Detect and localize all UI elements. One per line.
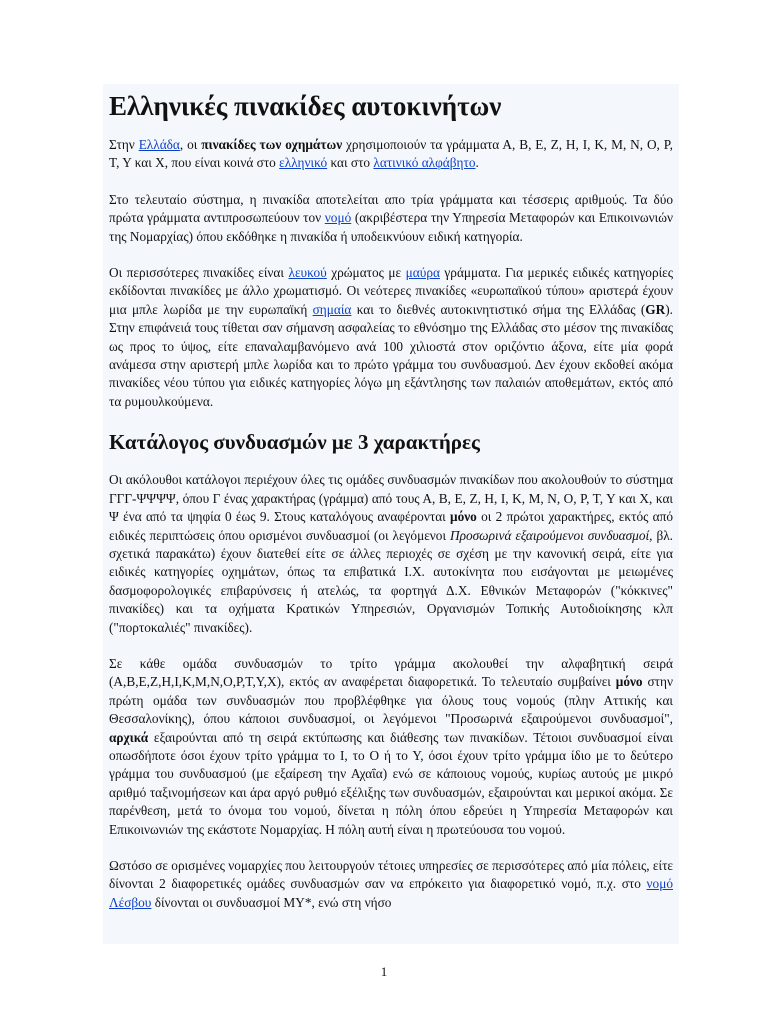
text: Οι ακόλουθοι κατάλογοι περιέχουν όλες τις ομάδες συνδυασμών πινακίδων που ακολουθούν το σύστημα ΓΓΓ-ΨΨΨΨ, όπου Γ ένας χαρακτήρας (γράμμα) από τους Α, Β, Ε, Ζ, Η, Ι, Κ, Μ, Ν, Ο, Ρ, Τ, Υ και Χ, και Ψ ένα από τα ψηφία 0 έως 9. Στους καταλόγους αναφέρονται — [109, 472, 673, 525]
page-title: Ελληνικές πινακίδες αυτοκινήτων — [109, 91, 502, 121]
link-flag[interactable]: σημαία — [312, 301, 352, 317]
link-greek[interactable]: ελληνικό — [279, 155, 328, 171]
text: Στην — [109, 137, 139, 152]
italic-text: Προσωρινά εξαιρούμενοι συνδυασμοί — [449, 527, 650, 543]
text: . — [475, 155, 479, 171]
text: γράμματα. Για μερικές ειδικές κατηγορίες εκδίδονται πινακίδες με άλλο χρωματισμό. Οι νεότερες πινακίδες «ευρωπαϊκού τύπου» αριστερά έχουν μια μπλε λωρίδα με την ευρωπαϊκή — [109, 265, 674, 317]
section-heading: Κατάλογος συνδυασμών με 3 χαρακτήρες — [109, 430, 480, 455]
text: (ακριβέστερα την Υπηρεσία Μεταφορών και Επικοινωνιών της Νομαρχίας) όπου εκδόθηκε η πινακίδα ή υποδεικνύουν ειδική κατηγορία. — [109, 210, 673, 244]
paragraph-catalog — [109, 471, 673, 637]
text: Σε κάθε ομάδα συνδυασμών το τρίτο γράμμα ακολουθεί την αλφαβητική σειρά (Α,Β,Ε,Ζ,Η,Ι,Κ,Μ,Ν,Ο,Ρ,Τ,Υ,Χ), εκτός αν αναφέρεται διαφορετικά. Το τελευταίο συμβαίνει — [109, 655, 673, 690]
link-white[interactable]: λευκού — [288, 265, 327, 281]
link-black[interactable]: μαύρα — [405, 265, 440, 281]
link-lesvos[interactable]: νομό Λέσβου — [109, 876, 673, 910]
paragraph-order — [109, 655, 673, 839]
text: χρώματος με — [326, 265, 406, 281]
text: και το διεθνές αυτοκινητιστικό σήμα της Ελλάδας ( — [351, 301, 646, 317]
page-number: 1 — [380, 964, 388, 979]
text: χρησιμοποιούν τα γράμματα Α, Β, Ε, Ζ, Η, Ι, Κ, Μ, Ν, Ο, Ρ, Τ, Υ και Χ, που είναι κοινά στο — [109, 137, 673, 171]
text: οι 2 πρώτοι χαρακτήρες, εκτός από ειδικές περιπτώσεις όπου ορισμένοι συνδυασμοί (οι λεγόμενοι — [109, 509, 673, 543]
text: Οι περισσότερες πινακίδες είναι — [109, 265, 289, 281]
text: δίνονται οι συνδυασμοί ΜΥ*, ενώ στη νήσο — [151, 894, 392, 910]
link-latin-alphabet[interactable]: λατινικό αλφάβητο — [373, 155, 476, 171]
paragraph-intro — [109, 136, 673, 173]
paragraph-exceptions — [109, 857, 673, 912]
bold-text: μόνο — [615, 674, 643, 690]
paragraph-system — [109, 191, 673, 246]
text: , οι — [179, 137, 202, 152]
paragraph-colors — [109, 264, 673, 411]
text: Ωστόσο σε ορισμένες νομαρχίες που λειτουργούν τέτοιες υπηρεσίες σε περισσότερες από μία πόλεις, είτε δίνονται 2 διαφορετικές ομάδες συνδυασμών σαν να επρόκειτο για διαφορετικό νομό, π.χ. στο — [109, 858, 673, 892]
text: και στο — [327, 155, 374, 171]
bold-text: μόνο — [450, 509, 477, 525]
link-nomos[interactable]: νομό — [324, 210, 352, 226]
text: , βλ. σχετικά παρακάτω) έχουν διατεθεί είτε σε άλλες περιοχές σε σχέση με την κανονική σειρά, είτε για ειδικές κατηγορίες οχημάτων, όπως τα επιβατικά Ι.Χ. αυτοκίνητα που εισάγονται με μειωμένες δασμοφορολογικές επιβαρύνσεις ή ατελώς, τα φορτηγά Δ.Χ. Εθνικών Μεταφορών ("κόκκινες" πινακίδες) και τα οχήματα Κρατικών Υπηρεσιών, Οργανισμών Τοπικής Αυτοδιοίκησης κλπ ("πορτοκαλιές" πινακίδες). — [109, 527, 673, 635]
bold-text: GR — [645, 301, 666, 317]
link-greece[interactable]: Ελλάδα — [138, 137, 180, 152]
bold-text: πινακίδες των οχημάτων — [201, 137, 343, 152]
text: εξαιρούνται από τη σειρά εκτύπωσης και διάθεσης των πινακίδων. Τέτοιοι συνδυασμοί είναι οπωσδήποτε όσοι έχουν τρίτο γράμμα το Ι, το Ο ή το Υ, όσοι έχουν τρίτο γράμμα ίδιο με το δεύτερο γράμμα του συνδυασμού (με εξαίρεση την Αχαΐα) ενώ σε κάποιους νομούς, κυρίως αυτούς με μικρό αριθμό ταξινομήσεων και άρα αργό ρυθμό εξέλιξης των συνδυασμών, εξαιρούνται και μερικοί ακόμα. Σε παρένθεση, μετά το όνομα του νομού, δίνεται η πόλη όπου εδρεύει η Υπηρεσία Μεταφορών και Επικοινωνιών της εκάστοτε Νομαρχίας. Η πόλη αυτή είναι η πρωτεύουσα του νομού. — [109, 729, 673, 837]
text: στην πρώτη ομάδα των συνδυασμών που προβλέφθηκε για όλους τους νομούς (πλην Αττικής και Θεσσαλονίκης), όπου κάποιοι συνδυασμοί, οι λεγόμενοι "Προσωρινά εξαιρούμενοι συνδυασμοί", — [109, 674, 673, 727]
text: ). Στην επιφάνειά τους τίθεται σαν σήμανση ασφαλείας το εθνόσημο της Ελλάδας στο μέσον της πινακίδας ως προς το ύψος, είτε επαναλαμβανόμενο ανά 100 χιλιοστά στον οριζόντιο άξονα, είτε μία φορά ανάμεσα στην αριστερή μπλε λωρίδα και το πρώτο γράμμα του συνδυασμού. Δεν έχουν εκδοθεί ακόμα πινακίδες νέου τύπου για ειδικές κατηγορίες λόγω μη εξάντλησης των παλαιών αποθεμάτων, εκτός από τα ρυμουλκούμενα. — [109, 301, 674, 409]
text: Στο τελευταίο σύστημα, η πινακίδα αποτελείται απο τρία γράμματα και τέσσερις αριθμούς. Τα δύο πρώτα γράμματα αντιπροσωπεύουν τον — [109, 191, 673, 226]
bold-text: αρχικά — [109, 729, 149, 745]
document-content — [103, 84, 679, 944]
